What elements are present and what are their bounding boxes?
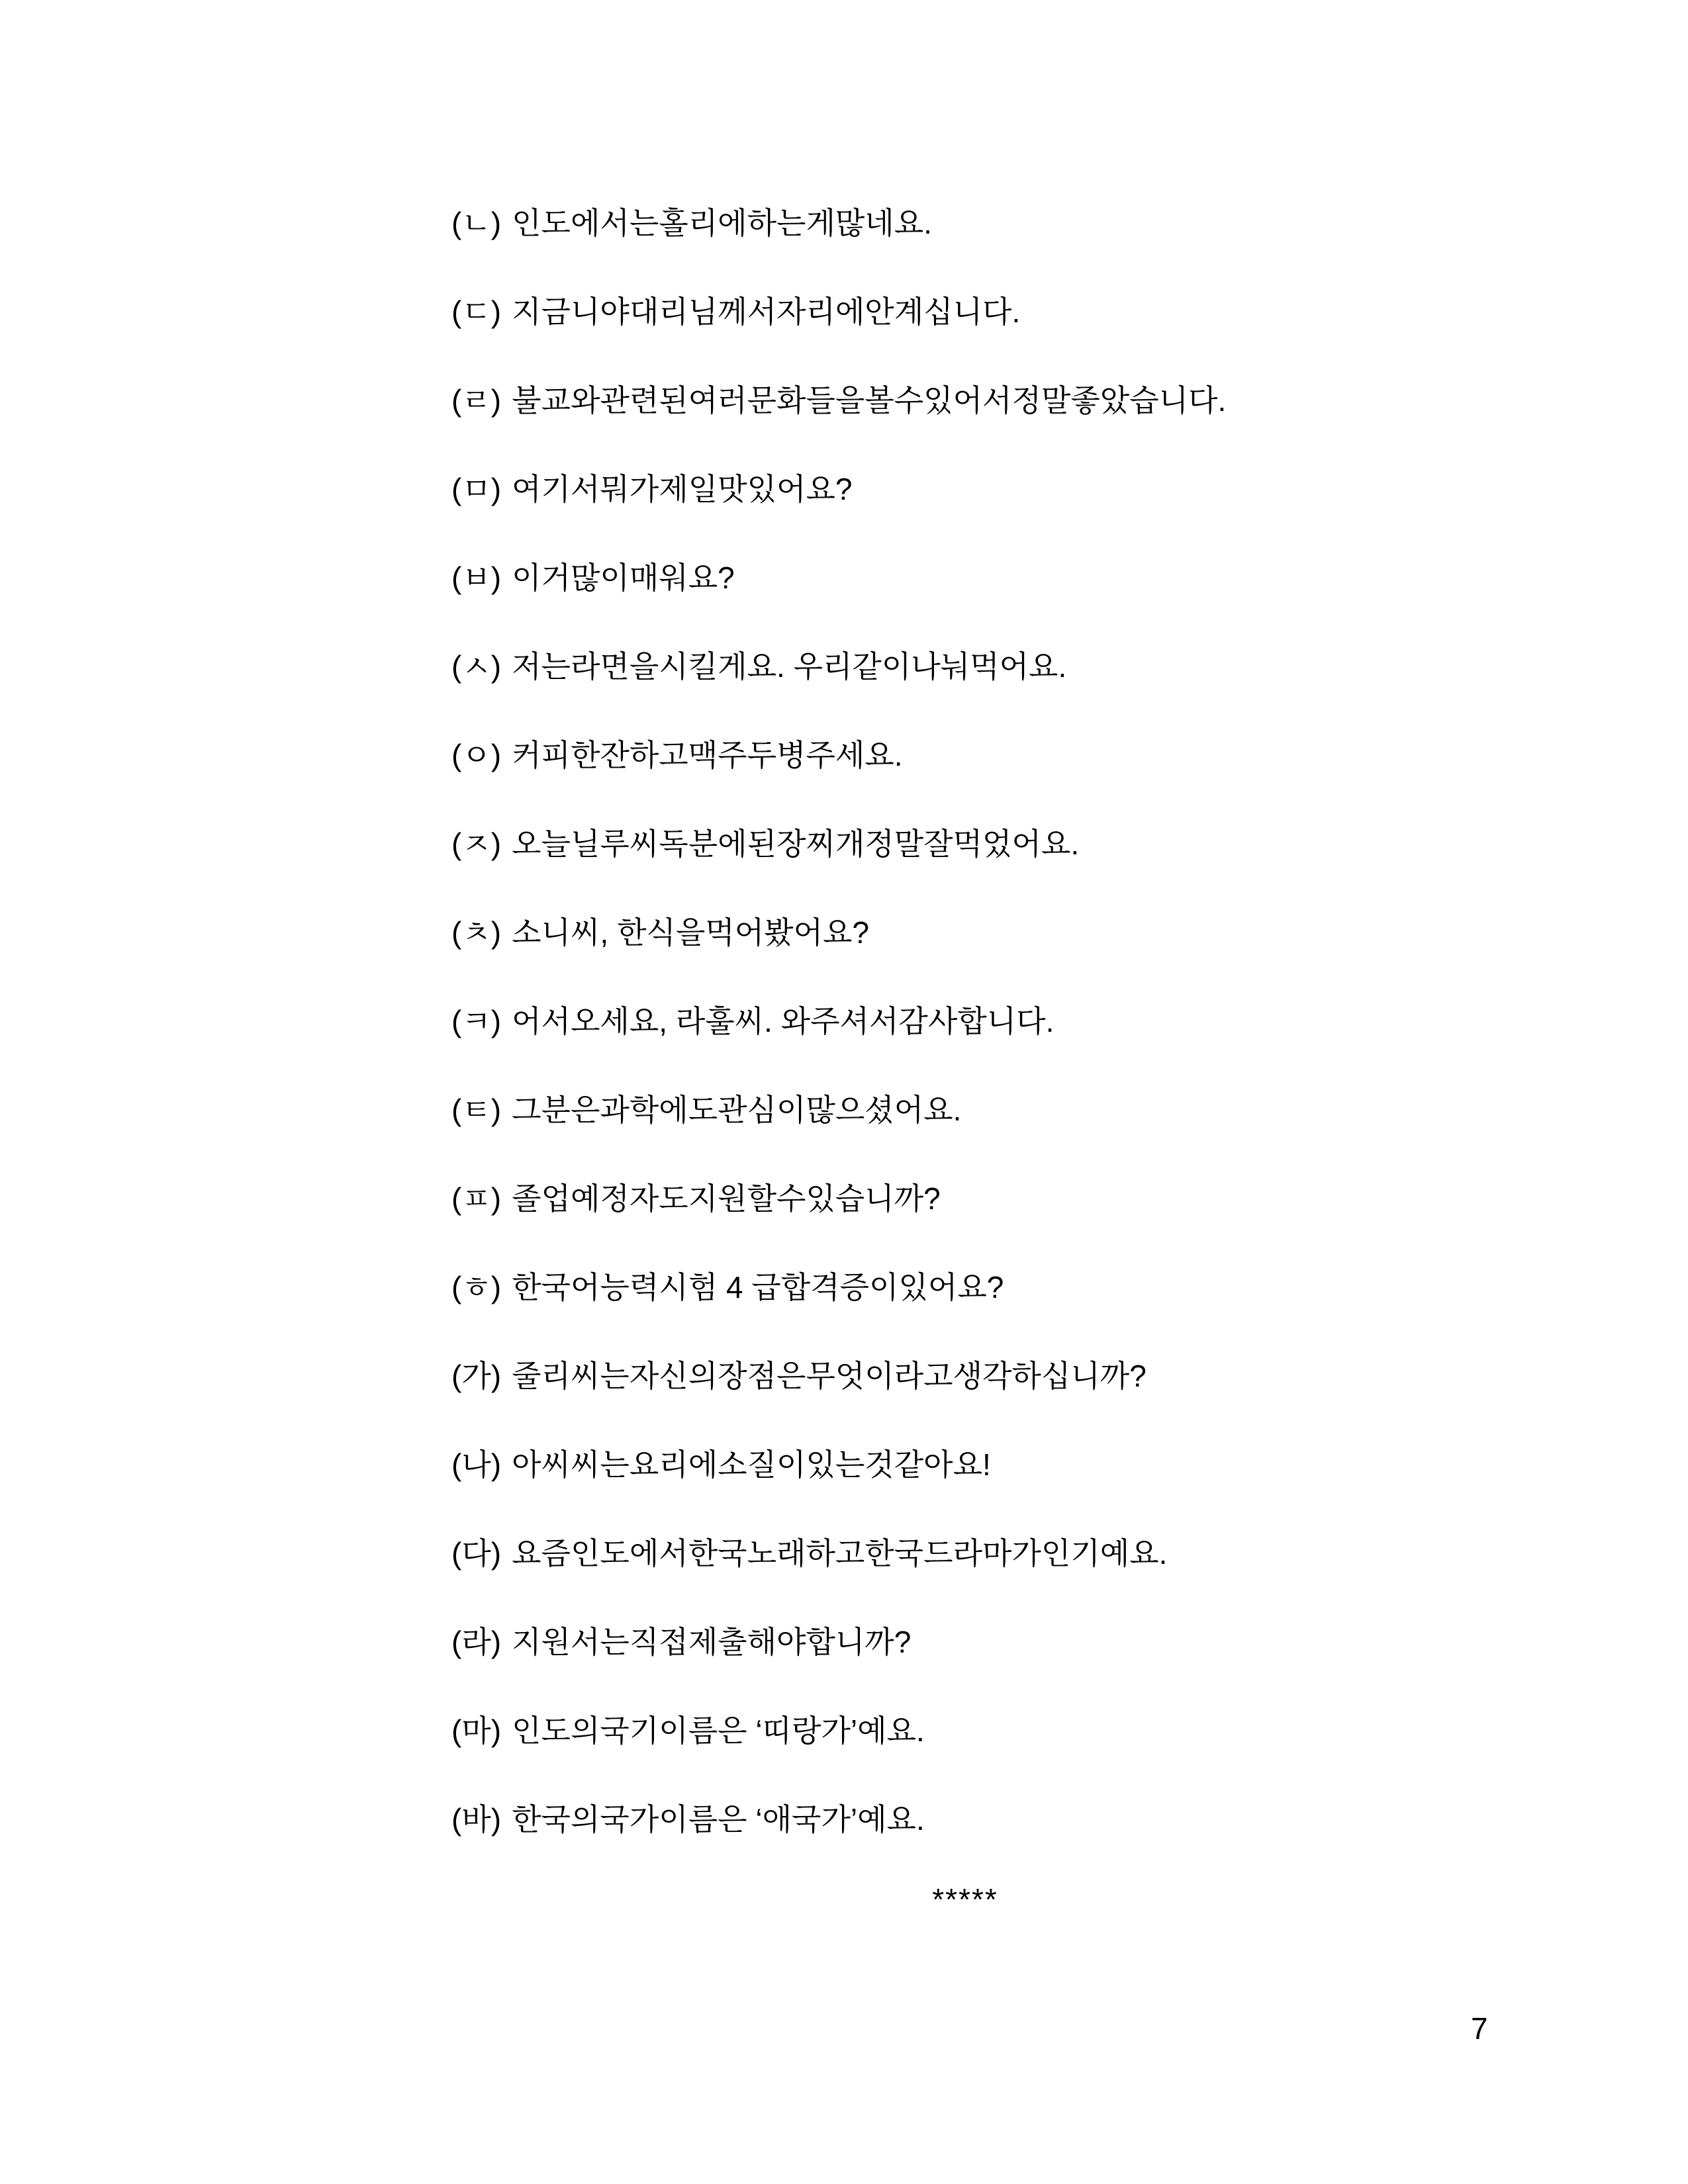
list-item — [451, 799, 1516, 888]
list-item — [451, 1420, 1516, 1509]
list-item — [451, 179, 1516, 267]
list-item — [451, 1775, 1516, 1864]
sentence-list — [451, 179, 1516, 1864]
item-label: (ㅎ) — [451, 1270, 502, 1304]
list-item — [451, 888, 1516, 977]
item-label: (ㅂ) — [451, 561, 502, 595]
item-text: 줄리씨는자신의장점은무엇이라고생각하십니까? — [512, 1359, 1147, 1393]
list-item — [451, 1332, 1516, 1420]
list-item — [451, 622, 1516, 711]
item-label: (ㅁ) — [451, 472, 502, 506]
list-item — [451, 445, 1516, 533]
list-item — [451, 711, 1516, 799]
item-label: (ㄷ) — [451, 295, 502, 329]
list-item — [451, 533, 1516, 622]
item-text: 그분은과학에도관심이많으셨어요. — [512, 1093, 962, 1127]
item-text: 소니씨, 한식을먹어봤어요? — [512, 915, 870, 950]
item-text: 한국어능력시험 4 급합격증이있어요? — [512, 1270, 1004, 1304]
item-text: 불교와관련된여러문화들을볼수있어서정말좋았습니다. — [512, 383, 1227, 418]
item-text: 졸업예정자도지원할수있습니까? — [512, 1181, 941, 1216]
item-text: 저는라면을시킬게요. 우리같이나눠먹어요. — [512, 649, 1067, 684]
item-text: 요즘인도에서한국노래하고한국드라마가인기예요. — [512, 1536, 1168, 1570]
list-item — [451, 1686, 1516, 1775]
list-item — [451, 1509, 1516, 1598]
list-item — [451, 267, 1516, 356]
item-text: 오늘닐루씨독분에된장찌개정말잘먹었어요. — [512, 827, 1080, 861]
page-number: 7 — [1471, 2011, 1488, 2046]
item-text: 인도에서는홀리에하는게많네요. — [512, 206, 932, 240]
separator-asterisks: ***** — [932, 1882, 998, 1917]
item-text: 이거많이매워요? — [512, 561, 735, 595]
item-text: 지원서는직접제출해야합니까? — [512, 1625, 912, 1659]
item-text: 한국의국가이름은 ‘애국가’예요. — [512, 1802, 925, 1837]
item-label: (ㅇ) — [451, 738, 502, 772]
list-item — [451, 1154, 1516, 1243]
item-label: (ㄹ) — [451, 383, 502, 418]
item-label: (라) — [451, 1625, 502, 1659]
list-item — [451, 1243, 1516, 1332]
item-label: (다) — [451, 1536, 502, 1570]
item-text: 어서오세요, 라훌씨. 와주셔서감사합니다. — [512, 1004, 1055, 1038]
item-label: (ㅊ) — [451, 915, 502, 950]
item-text: 인도의국기이름은 ‘띠랑가’예요. — [512, 1713, 925, 1748]
item-label: (ㄴ) — [451, 206, 502, 240]
item-text: 커피한잔하고맥주두병주세요. — [512, 738, 903, 772]
item-label: (마) — [451, 1713, 502, 1748]
item-label: (가) — [451, 1359, 502, 1393]
list-item — [451, 1598, 1516, 1686]
item-label: (바) — [451, 1802, 502, 1837]
item-label: (ㅅ) — [451, 649, 502, 684]
list-item — [451, 1066, 1516, 1154]
item-label: (ㅋ) — [451, 1004, 502, 1038]
item-label: (나) — [451, 1447, 502, 1482]
item-text: 지금니야대리님께서자리에안계십니다. — [512, 295, 1021, 329]
list-item — [451, 977, 1516, 1066]
item-text: 아씨씨는요리에소질이있는것같아요! — [512, 1447, 991, 1482]
list-item — [451, 356, 1516, 445]
item-text: 여기서뭐가제일맛있어요? — [512, 472, 853, 506]
item-label: (ㅌ) — [451, 1093, 502, 1127]
item-label: (ㅍ) — [451, 1181, 502, 1216]
item-label: (ㅈ) — [451, 827, 502, 861]
